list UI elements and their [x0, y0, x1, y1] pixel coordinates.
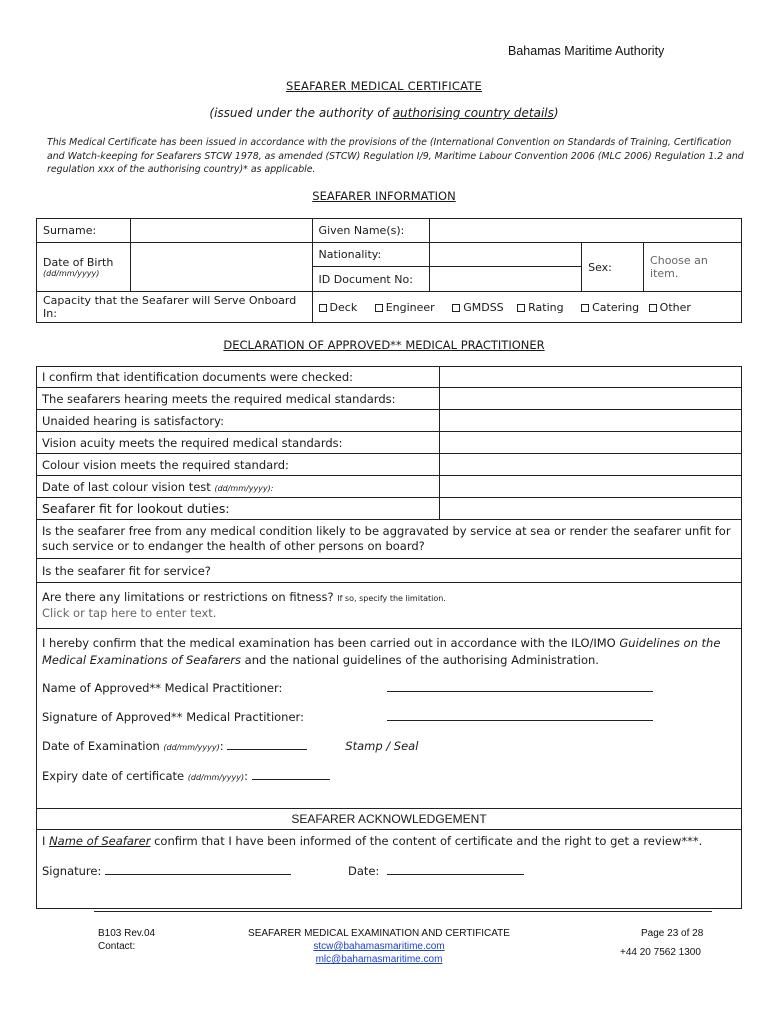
- limitations-input[interactable]: Click or tap here to enter text.: [42, 606, 217, 620]
- exam-date-line[interactable]: [227, 749, 307, 750]
- given-names-field[interactable]: [430, 219, 742, 243]
- expiry-line[interactable]: [252, 779, 330, 780]
- lookout-label: Seafarer fit for lookout duties:: [37, 498, 440, 520]
- checkbox-icon[interactable]: [319, 304, 327, 312]
- colour-test-field[interactable]: [440, 476, 742, 498]
- capacity-rating[interactable]: [517, 301, 563, 314]
- id-doc-label: ID Document No:: [312, 267, 430, 292]
- surname-field[interactable]: [130, 219, 312, 243]
- decl-row-label: Vision acuity meets the required medical standards:: [37, 432, 440, 454]
- practitioner-signature-label: Signature of Approved** Medical Practitioner:: [42, 710, 304, 724]
- seafarer-name-field[interactable]: Name of Seafarer: [49, 834, 151, 848]
- capacity-options: [312, 292, 741, 323]
- fit-for-service-question: Is the seafarer fit for service?: [37, 559, 742, 583]
- footer-phone: +44 20 7562 1300: [620, 947, 701, 958]
- ack-date-label: Date:: [348, 864, 380, 878]
- declaration-table: [36, 366, 742, 909]
- footer-doc-code: B103 Rev.04: [98, 928, 156, 939]
- decl-row-field[interactable]: [440, 432, 742, 454]
- subtitle-prefix: (issued under the authority of: [209, 106, 393, 120]
- lookout-field[interactable]: [440, 498, 742, 520]
- confirmation-prefix: I hereby confirm that the medical examination has been carried out in accordance with the ILO/IMO: [42, 636, 620, 650]
- sex-label: Sex:: [582, 243, 644, 292]
- capacity-deck[interactable]: [319, 301, 358, 314]
- limitations-question: [42, 590, 736, 606]
- practitioner-name-line[interactable]: [387, 691, 653, 692]
- checkbox-icon[interactable]: [375, 304, 383, 312]
- intro-paragraph: This Medical Certificate has been issued in accordance with the provisions of the (International Convention on Standards of Training, Certification and Watch-keeping for Seafarers STCW 1978, as amended (STCW) Regulation I/9, Maritime Labour Convention 2006 (MLC 2006) Regulation 1.2 and regulation xxx of the authorising country)* as applicable.: [47, 137, 744, 175]
- exam-date-format: (dd/mm/yyyy): [163, 743, 220, 752]
- ack-signature-row: [42, 863, 736, 880]
- capacity-gmdss[interactable]: [452, 301, 503, 314]
- ack-date-line[interactable]: [387, 874, 524, 875]
- decl-row-field[interactable]: [440, 410, 742, 432]
- decl-row-field[interactable]: [440, 454, 742, 476]
- surname-label: Surname:: [37, 219, 131, 243]
- acknowledgement-text: [42, 833, 736, 850]
- nationality-field[interactable]: [430, 243, 582, 267]
- guidelines-title: Guidelines on the Medical Examinations of Seafarers: [42, 636, 721, 667]
- ack-signature-line[interactable]: [105, 874, 291, 875]
- id-doc-field[interactable]: [430, 267, 582, 292]
- checkbox-icon[interactable]: [517, 304, 525, 312]
- authority-name: Bahamas Maritime Authority: [508, 44, 665, 58]
- limitations-cell: [37, 583, 742, 629]
- capacity-other[interactable]: [649, 301, 691, 314]
- stamp-seal-label: Stamp / Seal: [345, 739, 419, 753]
- confirmation-text: [42, 635, 736, 669]
- decl-row-field[interactable]: [440, 388, 742, 410]
- practitioner-signature-row: [42, 709, 736, 726]
- dob-label: [37, 243, 131, 292]
- aggravated-question: Is the seafarer free from any medical condition likely to be aggravated by service at sea or render the seafarer unfit for such service or to endanger the health of other persons on board?: [37, 520, 742, 559]
- acknowledgement-title: SEAFARER ACKNOWLEDGEMENT: [37, 809, 742, 830]
- email-link-stcw[interactable]: stcw@bahamasmaritime.com: [313, 941, 445, 952]
- practitioner-name-row: [42, 680, 736, 697]
- sex-dropdown[interactable]: Choose an item.: [644, 243, 742, 292]
- seafarer-info-table: [36, 218, 742, 323]
- checkbox-icon[interactable]: [581, 304, 589, 312]
- subtitle-suffix: ): [553, 106, 559, 120]
- expiry-row: Expiry date of certificate (dd/mm/yyyy) :: [42, 768, 736, 786]
- footer-page-number: Page 23 of 28: [641, 928, 704, 939]
- practitioner-name-label: Name of Approved** Medical Practitioner:: [42, 681, 283, 695]
- practitioner-signature-line[interactable]: [387, 720, 653, 721]
- decl-row-field[interactable]: [440, 367, 742, 388]
- decl-row-label: The seafarers hearing meets the required medical standards:: [37, 388, 440, 410]
- nationality-label: Nationality:: [312, 243, 430, 267]
- exam-date-row: Date of Examination (dd/mm/yyyy) : Stamp / Seal: [42, 738, 736, 756]
- footer-divider: [94, 911, 712, 912]
- dob-text: Date of Birth: [43, 256, 114, 269]
- ack-signature-label: Signature:: [42, 864, 102, 878]
- capacity-engineer-label: Engineer: [385, 300, 435, 314]
- limitations-text: Are there any limitations or restrictions on fitness?: [42, 590, 334, 604]
- colour-test-format: (dd/mm/yyyy):: [214, 483, 274, 493]
- checkbox-icon[interactable]: [452, 304, 460, 312]
- confirmation-cell: [37, 629, 742, 809]
- given-names-label: Given Name(s):: [312, 219, 430, 243]
- capacity-catering[interactable]: [581, 301, 639, 314]
- ack-prefix: I: [42, 834, 50, 848]
- document-title: SEAFARER MEDICAL CERTIFICATE: [286, 79, 482, 93]
- acknowledgement-cell: [37, 830, 742, 909]
- decl-row-label: I confirm that identification documents were checked:: [37, 367, 440, 388]
- dob-field[interactable]: [130, 243, 312, 292]
- capacity-label: Capacity that the Seafarer will Serve Onboard In:: [37, 292, 313, 323]
- capacity-engineer[interactable]: [375, 301, 435, 314]
- expiry-label: Expiry date of certificate: [42, 769, 185, 783]
- checkbox-icon[interactable]: [649, 304, 657, 312]
- limitations-note: If so, specify the limitation.: [337, 594, 446, 603]
- capacity-gmdss-label: GMDSS: [463, 300, 504, 314]
- declaration-title: DECLARATION OF APPROVED** MEDICAL PRACTITIONER: [223, 338, 545, 352]
- decl-row-label: Colour vision meets the required standard:: [37, 454, 440, 476]
- colour-test-label: [37, 476, 440, 498]
- capacity-deck-label: Deck: [329, 300, 358, 314]
- footer-doc-title: SEAFARER MEDICAL EXAMINATION AND CERTIFICATE: [248, 928, 510, 939]
- decl-row-label: Unaided hearing is satisfactory:: [37, 410, 440, 432]
- capacity-rating-label: Rating: [528, 300, 564, 314]
- document-subtitle: [0, 106, 768, 120]
- confirmation-suffix: and the national guidelines of the authorising Administration.: [241, 653, 599, 667]
- dob-format: (dd/mm/yyyy): [43, 269, 100, 278]
- capacity-catering-label: Catering: [592, 300, 640, 314]
- authorising-country-link[interactable]: authorising country details: [392, 106, 554, 120]
- ack-suffix: confirm that I have been informed of the content of certificate and the right to get a review***.: [150, 834, 703, 848]
- footer-contact: Contact:: [98, 941, 136, 952]
- email-link-mlc[interactable]: mlc@bahamasmaritime.com: [315, 954, 443, 965]
- capacity-other-label: Other: [659, 300, 691, 314]
- colour-test-text: Date of last colour vision test: [42, 479, 211, 494]
- exam-date-label: Date of Examination: [42, 739, 160, 753]
- seafarer-info-title: SEAFARER INFORMATION: [312, 189, 456, 203]
- expiry-format: (dd/mm/yyyy): [187, 773, 245, 782]
